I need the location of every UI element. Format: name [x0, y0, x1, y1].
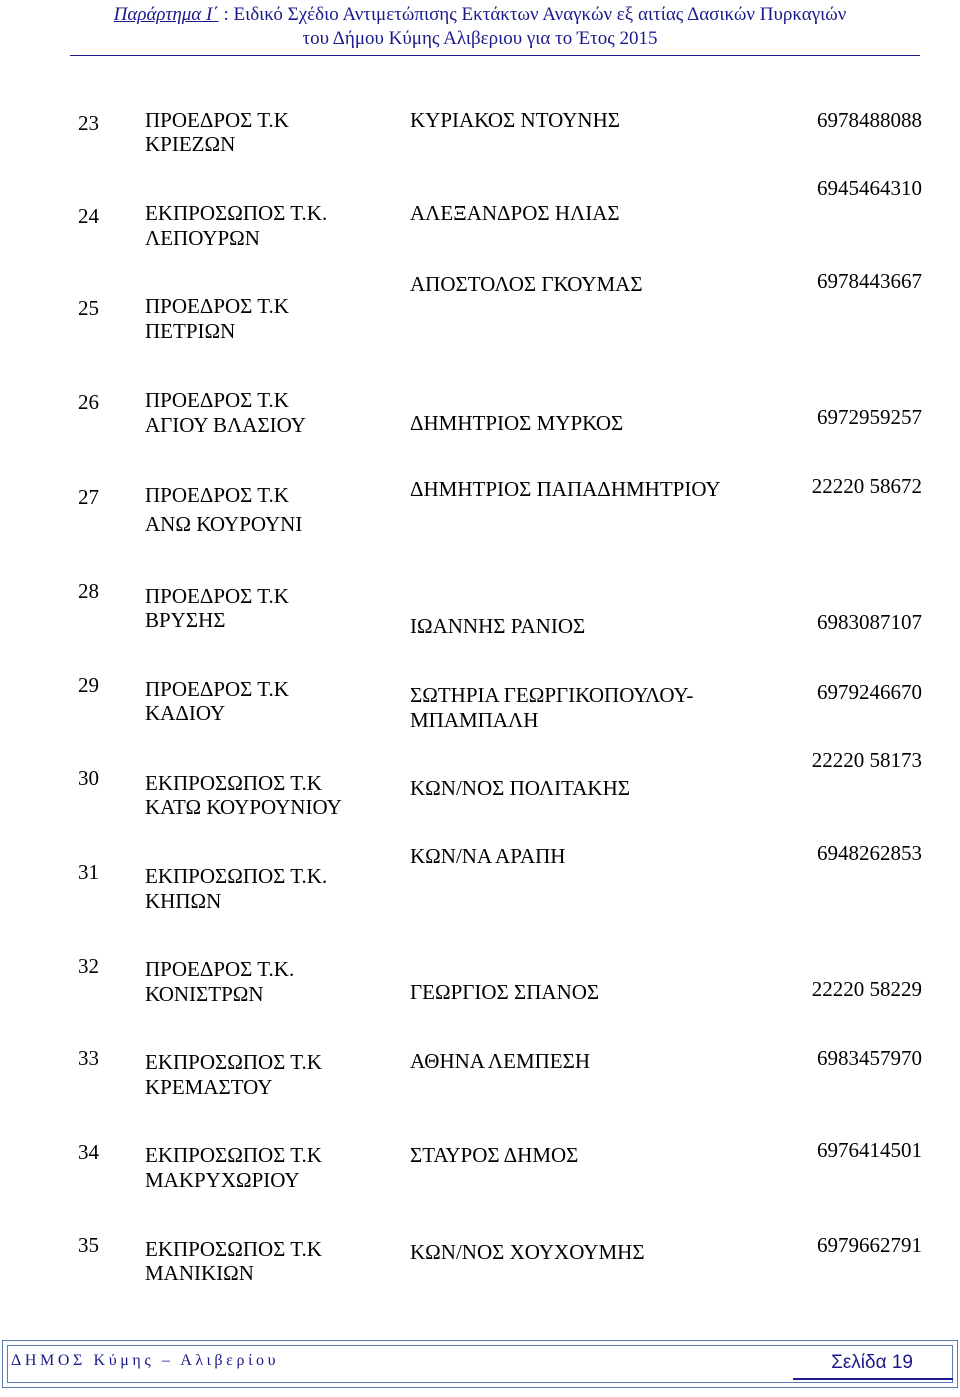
row-role: ΕΚΠΡΟΣΩΠΟΣ Τ.Κ: [145, 1237, 322, 1261]
row-number: 26: [78, 390, 99, 414]
row-name: ΓΕΩΡΓΙΟΣ ΣΠΑΝΟΣ: [410, 980, 600, 1004]
row-name: ΣΤΑΥΡΟΣ ΔΗΜΟΣ: [410, 1143, 579, 1167]
header-title-rest: : Ειδικό Σχέδιο Αντιμετώπισης Εκτάκτων Αναγκών εξ αιτίας Δασικών Πυρκαγιών: [218, 4, 847, 25]
row-role: ΠΡΟΕΔΡΟΣ Τ.Κ: [145, 677, 289, 701]
row-number: 24: [78, 204, 99, 228]
row-location: ΑΝΩ ΚΟΥΡΟΥΝΙ: [145, 512, 303, 536]
row-phone: 6945464310: [817, 176, 922, 200]
row-number: 29: [78, 673, 99, 697]
row-role: ΠΡΟΕΔΡΟΣ Τ.Κ: [145, 584, 289, 608]
row-phone: 6979662791: [817, 1233, 922, 1257]
row-name: ΔΗΜΗΤΡΙΟΣ ΜΥΡΚΟΣ: [410, 411, 624, 435]
footer-municipality: ΔΗΜΟΣ Κύμης – Αλιβερίου: [11, 1352, 280, 1369]
row-location: ΚΡΙΕΖΩΝ: [145, 132, 236, 156]
page-number-underline: [793, 1378, 953, 1380]
row-number: 32: [78, 954, 99, 978]
row-role: ΠΡΟΕΔΡΟΣ Τ.Κ: [145, 108, 289, 132]
row-phone: 6972959257: [817, 405, 922, 429]
row-number: 35: [78, 1233, 99, 1257]
row-name: ΑΛΕΞΑΝΔΡΟΣ ΗΛΙΑΣ: [410, 201, 620, 225]
page-number: Σελίδα 19: [831, 1352, 913, 1373]
row-role: ΕΚΠΡΟΣΩΠΟΣ Τ.Κ: [145, 1143, 322, 1167]
row-phone: 22220 58173: [811, 748, 922, 772]
row-location: ΚΗΠΩΝ: [145, 889, 222, 913]
row-phone: 6983457970: [817, 1046, 922, 1070]
row-phone: 6978443667: [817, 269, 922, 293]
row-phone: 22220 58229: [811, 977, 922, 1001]
row-location: ΑΓΙΟΥ ΒΛΑΣΙΟΥ: [145, 413, 306, 437]
row-number: 34: [78, 1140, 99, 1164]
row-role: ΠΡΟΕΔΡΟΣ Τ.Κ: [145, 294, 289, 318]
row-location: ΜΑΚΡΥΧΩΡΙΟΥ: [145, 1168, 300, 1192]
row-number: 28: [78, 579, 99, 603]
row-name: ΚΩΝ/ΝΟΣ ΧΟΥΧΟΥΜΗΣ: [410, 1240, 645, 1264]
row-name: ΑΠΟΣΤΟΛΟΣ ΓΚΟΥΜΑΣ: [410, 272, 643, 296]
row-role: ΕΚΠΡΟΣΩΠΟΣ Τ.Κ: [145, 771, 322, 795]
row-phone: 22220 58672: [811, 474, 922, 498]
row-number: 27: [78, 485, 99, 509]
row-name: ΚΩΝ/ΝΑ ΑΡΑΠΗ: [410, 844, 566, 868]
row-phone: 6976414501: [817, 1138, 922, 1162]
row-location: ΛΕΠΟΥΡΩΝ: [145, 226, 260, 250]
row-number: 25: [78, 296, 99, 320]
row-role: ΕΚΠΡΟΣΩΠΟΣ Τ.Κ: [145, 1050, 322, 1074]
row-role: ΠΡΟΕΔΡΟΣ Τ.Κ: [145, 483, 289, 507]
header-subtitle: του Δήμου Κύμης Αλιβεριου για το Έτος 2015: [302, 28, 658, 49]
row-phone: 6983087107: [817, 610, 922, 634]
row-name: ΣΩΤΗΡΙΑ ΓΕΩΡΓΙΚΟΠΟΥΛΟΥ-: [410, 683, 694, 707]
row-location: ΒΡΥΣΗΣ: [145, 608, 226, 632]
row-location: ΚΟΝΙΣΤΡΩΝ: [145, 982, 264, 1006]
row-location: ΜΑΝΙΚΙΩΝ: [145, 1261, 254, 1285]
row-number: 31: [78, 860, 99, 884]
row-name: ΙΩΑΝΝΗΣ ΡΑΝΙΟΣ: [410, 614, 586, 638]
header-prefix: Παράρτημα Ι΄: [113, 4, 219, 25]
page-footer: [2, 1340, 958, 1388]
row-role: ΕΚΠΡΟΣΩΠΟΣ Τ.Κ.: [145, 201, 328, 225]
row-location: ΠΕΤΡΙΩΝ: [145, 319, 236, 343]
row-role: ΠΡΟΕΔΡΟΣ Τ.Κ: [145, 388, 289, 412]
row-name: ΑΘΗΝΑ ΛΕΜΠΕΣΗ: [410, 1049, 591, 1073]
row-phone: 6978488088: [817, 108, 922, 132]
row-phone: 6979246670: [817, 680, 922, 704]
row-number: 30: [78, 766, 99, 790]
header-title: [0, 4, 960, 26]
row-role: ΕΚΠΡΟΣΩΠΟΣ Τ.Κ.: [145, 864, 328, 888]
row-role: ΠΡΟΕΔΡΟΣ Τ.Κ.: [145, 957, 295, 981]
row-name: ΔΗΜΗΤΡΙΟΣ ΠΑΠΑΔΗΜΗΤΡΙΟΥ: [410, 477, 721, 501]
header-rule: [70, 55, 920, 56]
row-location: ΚΡΕΜΑΣΤΟΥ: [145, 1075, 273, 1099]
row-location: ΚΑΔΙΟΥ: [145, 701, 226, 725]
row-name-cont: ΜΠΑΜΠΑΛΗ: [410, 708, 539, 732]
row-name: ΚΩΝ/ΝΟΣ ΠΟΛΙΤΑΚΗΣ: [410, 776, 630, 800]
row-phone: 6948262853: [817, 841, 922, 865]
row-name: ΚΥΡΙΑΚΟΣ ΝΤΟΥΝΗΣ: [410, 108, 620, 132]
row-number: 33: [78, 1046, 99, 1070]
row-number: 23: [78, 111, 99, 135]
row-location: ΚΑΤΩ ΚΟΥΡΟΥΝΙΟΥ: [145, 795, 342, 819]
